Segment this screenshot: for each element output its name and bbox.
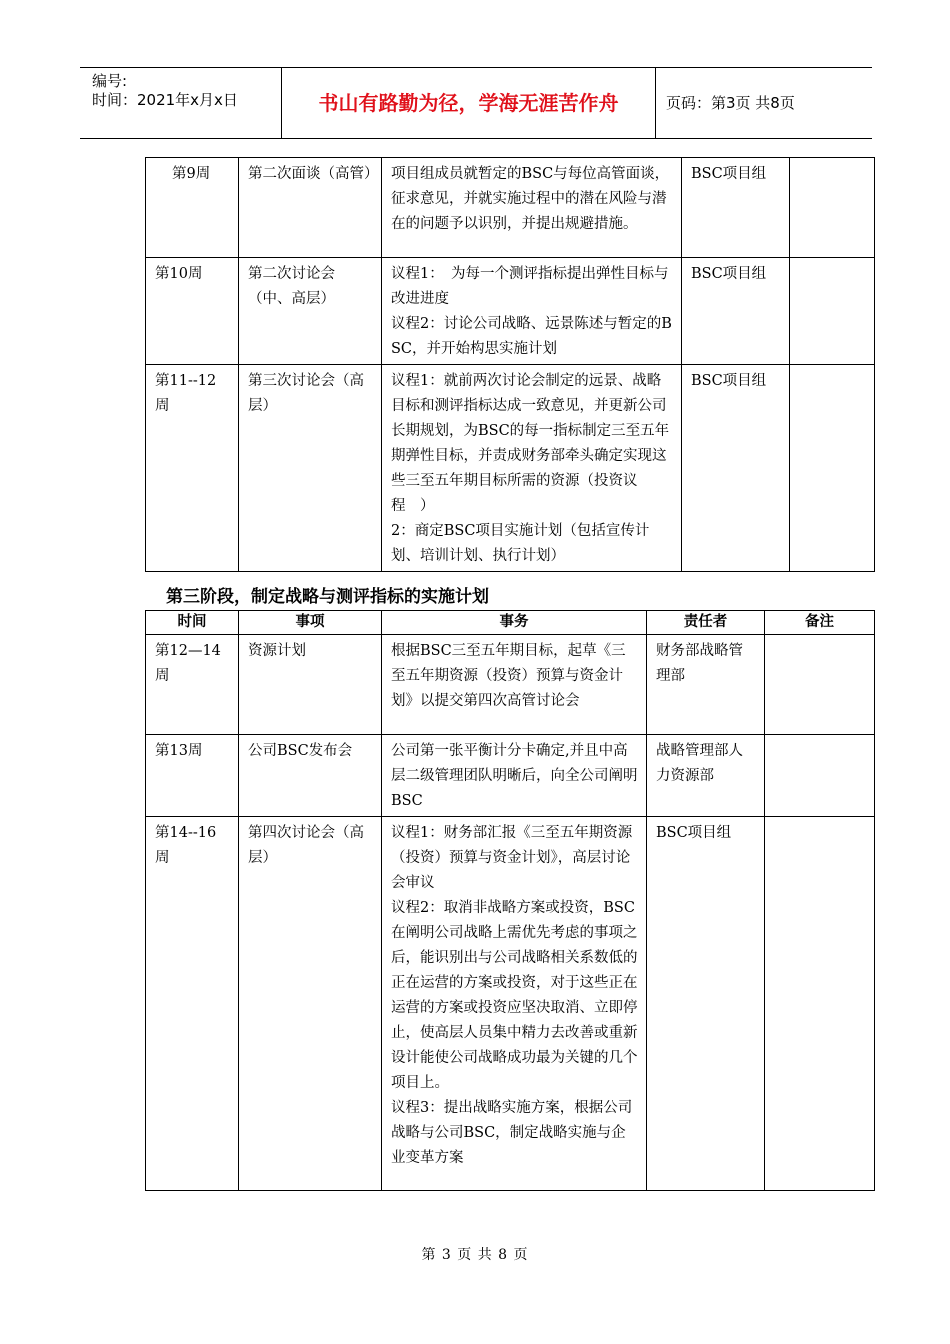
- time-label: 时间：2021年x月x日: [92, 91, 238, 109]
- header-meta: [80, 68, 282, 138]
- cell-owner: BSC项目组: [682, 258, 790, 365]
- cell-item: 第二次讨论会（中、高层）: [239, 258, 382, 365]
- page-header: [80, 67, 872, 139]
- cell-owner: BSC项目组: [682, 365, 790, 572]
- header-motto: 书山有路勤为径，学海无涯苦作舟: [282, 68, 656, 138]
- cell-task: [382, 258, 682, 365]
- schedule-table-continued: [145, 157, 875, 572]
- header-item: 事项: [239, 611, 382, 635]
- page-footer: [0, 1244, 950, 1264]
- cell-task: 公司第一张平衡计分卡确定,并且中高层二级管理团队明晰后，向全公司阐明BSC: [382, 735, 647, 817]
- table-row: [146, 817, 875, 1191]
- phase3-table: [145, 610, 875, 1191]
- cell-task: [382, 365, 682, 572]
- cell-owner: BSC项目组: [682, 158, 790, 258]
- cell-task: 根据BSC三至五年期目标，起草《三至五年期资源（投资）预算与资金计划》以提交第四次高管讨论会: [382, 635, 647, 735]
- cell-owner: BSC项目组: [647, 817, 765, 1191]
- header-note: 备注: [765, 611, 875, 635]
- section-title: 第三阶段，制定战略与测评指标的实施计划: [166, 587, 489, 607]
- agenda-item: 2：商定BSC项目实施计划（包括宣传计划、培训计划、执行计划）: [391, 523, 650, 564]
- cell-task: 项目组成员就暂定的BSC与每位高管面谈，征求意见，并就实施过程中的潜在风险与潜在的问题予以识别，并提出规避措施。: [382, 158, 682, 258]
- cell-note: [765, 735, 875, 817]
- table-row: [146, 735, 875, 817]
- cell-owner: 财务部战略管理部: [647, 635, 765, 735]
- agenda-item: 议程2：取消非战略方案或投资，BSC在阐明公司战略上需优先考虑的事项之后，能识别出与公司战略相关系数低的正在运营的方案或投资，对于这些正在运营的方案或投资应坚决取消、立即停止，使高层人员集中精力去改善或重新设计能使公司战略成功最为关键的几个项目上。: [391, 900, 638, 1091]
- cell-item: 资源计划: [239, 635, 382, 735]
- agenda-item: 议程1： 为每一个测评指标提出弹性目标与改进进度: [391, 266, 669, 307]
- agenda-item: 议程1：就前两次讨论会制定的远景、战略目标和测评指标达成一致意见，并更新公司长期规划，为BSC的每一指标制定三至五年期弹性目标，并责成财务部牵头确定实现这些三至五年期目标所需的资源（投资议程 ）: [391, 373, 670, 514]
- cell-time: 第11--12周: [146, 365, 239, 572]
- agenda-item: 议程2：讨论公司战略、远景陈述与暂定的BSC，并开始构思实施计划: [391, 316, 672, 357]
- cell-task: [382, 817, 647, 1191]
- table-header-row: [146, 611, 875, 635]
- header-task: 事务: [382, 611, 647, 635]
- header-owner: 责任者: [647, 611, 765, 635]
- cell-item: 第三次讨论会（高层）: [239, 365, 382, 572]
- cell-time: 第9周: [146, 158, 239, 258]
- cell-note: [765, 817, 875, 1191]
- cell-item: 第四次讨论会（高层）: [239, 817, 382, 1191]
- cell-item: 公司BSC发布会: [239, 735, 382, 817]
- cell-owner: 战略管理部人力资源部: [647, 735, 765, 817]
- agenda-item: 议程3：提出战略实施方案，根据公司战略与公司BSC，制定战略实施与企业变革方案: [391, 1100, 633, 1166]
- table-row: [146, 258, 875, 365]
- number-label: 编号:: [92, 72, 128, 90]
- cell-time: 第14--16周: [146, 817, 239, 1191]
- table-row: [146, 365, 875, 572]
- cell-note: [765, 635, 875, 735]
- cell-item: 第二次面谈（高管）: [239, 158, 382, 258]
- cell-time: 第13周: [146, 735, 239, 817]
- header-page-label: 页码：第3页 共8页: [666, 94, 795, 112]
- cell-note: [790, 158, 875, 258]
- header-time: 时间: [146, 611, 239, 635]
- footer-page-number: 第 3 页 共 8 页: [421, 1247, 529, 1263]
- cell-time: 第10周: [146, 258, 239, 365]
- table-row: [146, 635, 875, 735]
- cell-note: [790, 365, 875, 572]
- cell-time: 第12—14周: [146, 635, 239, 735]
- table-row: [146, 158, 875, 258]
- agenda-item: 议程1：财务部汇报《三至五年期资源（投资）预算与资金计划》，高层讨论会审议: [391, 825, 633, 891]
- cell-note: [790, 258, 875, 365]
